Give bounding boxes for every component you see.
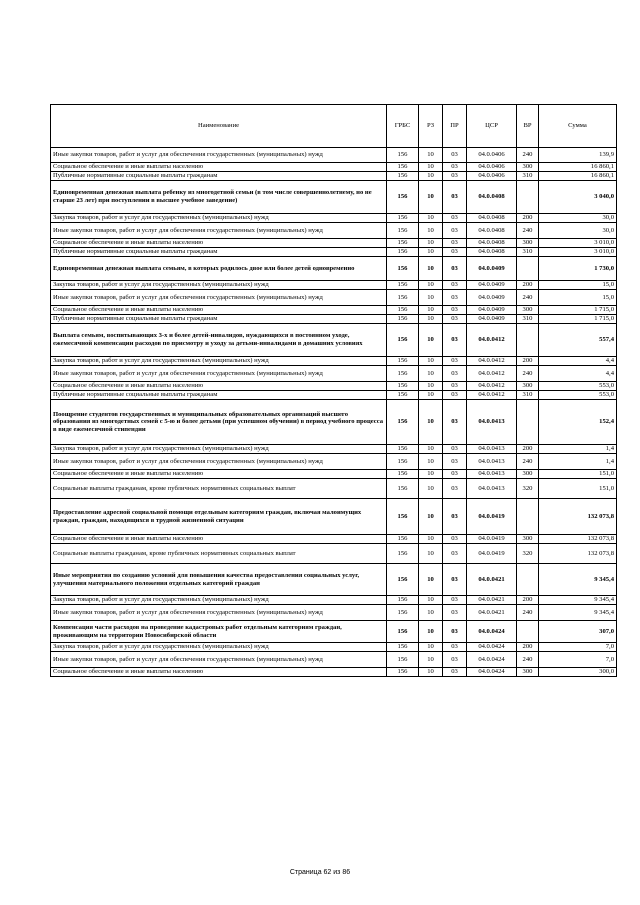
cell-sum: 7,0 (539, 652, 617, 668)
cell-grbs: 156 (387, 315, 419, 324)
cell-pr: 03 (443, 564, 467, 596)
cell-vr: 300 (517, 535, 539, 544)
cell-grbs: 156 (387, 181, 419, 214)
table-row (51, 643, 617, 652)
header-vr: ВР (517, 105, 539, 148)
cell-rz: 10 (419, 445, 443, 454)
table-row (51, 239, 617, 248)
table-row (51, 290, 617, 306)
cell-rz: 10 (419, 382, 443, 391)
cell-vr: 310 (517, 315, 539, 324)
cell-name: Социальное обеспечение и иные выплаты населению (51, 239, 387, 248)
cell-grbs: 156 (387, 445, 419, 454)
cell-vr: 240 (517, 605, 539, 621)
cell-rz: 10 (419, 281, 443, 290)
cell-sum: 1 715,0 (539, 306, 617, 315)
cell-csr: 04.0.0419 (467, 544, 517, 564)
cell-rz: 10 (419, 223, 443, 239)
cell-rz: 10 (419, 324, 443, 357)
table-row (51, 668, 617, 677)
cell-vr: 310 (517, 172, 539, 181)
cell-csr: 04.0.0412 (467, 366, 517, 382)
cell-rz: 10 (419, 148, 443, 163)
cell-sum: 553,0 (539, 391, 617, 400)
budget-table (50, 104, 617, 677)
cell-pr: 03 (443, 357, 467, 366)
cell-vr (517, 181, 539, 214)
cell-sum: 1 715,0 (539, 315, 617, 324)
cell-rz: 10 (419, 643, 443, 652)
cell-sum: 1 730,0 (539, 257, 617, 281)
cell-vr: 300 (517, 306, 539, 315)
table-row (51, 163, 617, 172)
cell-vr: 300 (517, 668, 539, 677)
cell-vr (517, 400, 539, 445)
cell-csr: 04.0.0406 (467, 172, 517, 181)
cell-rz: 10 (419, 400, 443, 445)
cell-name: Социальное обеспечение и иные выплаты населению (51, 382, 387, 391)
cell-grbs: 156 (387, 306, 419, 315)
cell-pr: 03 (443, 499, 467, 535)
table-section-row (51, 181, 617, 214)
cell-csr: 04.0.0412 (467, 324, 517, 357)
cell-pr: 03 (443, 479, 467, 499)
cell-name: Публичные нормативные социальные выплаты гражданам (51, 172, 387, 181)
cell-vr: 320 (517, 479, 539, 499)
cell-vr (517, 499, 539, 535)
table-row (51, 454, 617, 470)
cell-grbs: 156 (387, 148, 419, 163)
cell-name: Иные закупки товаров, работ и услуг для обеспечения государственных (муниципальных) нужд (51, 366, 387, 382)
cell-vr: 300 (517, 382, 539, 391)
cell-pr: 03 (443, 366, 467, 382)
table-row (51, 605, 617, 621)
cell-grbs: 156 (387, 596, 419, 605)
table-row (51, 214, 617, 223)
cell-sum: 151,0 (539, 470, 617, 479)
cell-vr: 320 (517, 544, 539, 564)
cell-grbs: 156 (387, 643, 419, 652)
table-row (51, 445, 617, 454)
cell-name: Социальное обеспечение и иные выплаты населению (51, 535, 387, 544)
cell-csr: 04.0.0409 (467, 315, 517, 324)
cell-sum: 3 010,0 (539, 239, 617, 248)
table-row (51, 306, 617, 315)
cell-grbs: 156 (387, 324, 419, 357)
cell-grbs: 156 (387, 290, 419, 306)
cell-name: Иные закупки товаров, работ и услуг для обеспечения государственных (муниципальных) нужд (51, 652, 387, 668)
cell-rz: 10 (419, 290, 443, 306)
cell-pr: 03 (443, 239, 467, 248)
cell-grbs: 156 (387, 214, 419, 223)
cell-pr: 03 (443, 324, 467, 357)
cell-grbs: 156 (387, 248, 419, 257)
table-row (51, 596, 617, 605)
cell-csr: 04.0.0412 (467, 391, 517, 400)
cell-rz: 10 (419, 357, 443, 366)
cell-sum: 139,9 (539, 148, 617, 163)
cell-grbs: 156 (387, 281, 419, 290)
cell-csr: 04.0.0409 (467, 290, 517, 306)
cell-name: Социальное обеспечение и иные выплаты населению (51, 306, 387, 315)
cell-grbs: 156 (387, 382, 419, 391)
cell-vr: 240 (517, 148, 539, 163)
cell-sum: 553,0 (539, 382, 617, 391)
cell-sum: 1,4 (539, 445, 617, 454)
cell-sum: 4,4 (539, 357, 617, 366)
cell-rz: 10 (419, 214, 443, 223)
table-row (51, 223, 617, 239)
table-row (51, 315, 617, 324)
cell-grbs: 156 (387, 479, 419, 499)
cell-pr: 03 (443, 445, 467, 454)
table-row (51, 470, 617, 479)
cell-grbs: 156 (387, 652, 419, 668)
cell-csr: 04.0.0424 (467, 643, 517, 652)
cell-name: Иные закупки товаров, работ и услуг для обеспечения государственных (муниципальных) нужд (51, 605, 387, 621)
cell-sum: 30,0 (539, 214, 617, 223)
cell-csr: 04.0.0409 (467, 281, 517, 290)
cell-csr: 04.0.0421 (467, 596, 517, 605)
cell-name: Социальное обеспечение и иные выплаты населению (51, 163, 387, 172)
cell-name: Иные закупки товаров, работ и услуг для обеспечения государственных (муниципальных) нужд (51, 148, 387, 163)
cell-name: Иные закупки товаров, работ и услуг для обеспечения государственных (муниципальных) нужд (51, 223, 387, 239)
cell-grbs: 156 (387, 239, 419, 248)
cell-pr: 03 (443, 400, 467, 445)
table-section-row (51, 400, 617, 445)
cell-sum: 9 345,4 (539, 596, 617, 605)
cell-csr: 04.0.0408 (467, 214, 517, 223)
cell-csr: 04.0.0421 (467, 564, 517, 596)
cell-csr: 04.0.0406 (467, 148, 517, 163)
cell-sum: 132 073,8 (539, 535, 617, 544)
table-row (51, 652, 617, 668)
cell-name: Публичные нормативные социальные выплаты гражданам (51, 248, 387, 257)
cell-rz: 10 (419, 621, 443, 643)
cell-rz: 10 (419, 306, 443, 315)
cell-rz: 10 (419, 172, 443, 181)
cell-vr: 300 (517, 239, 539, 248)
cell-sum: 4,4 (539, 366, 617, 382)
cell-name: Закупка товаров, работ и услуг для государственных (муниципальных) нужд (51, 596, 387, 605)
table-header-row (51, 105, 617, 148)
cell-sum: 132 073,8 (539, 499, 617, 535)
table-row (51, 479, 617, 499)
table-section-row (51, 324, 617, 357)
cell-name: Единовременная денежная выплата семьям, в которых родилось двое или более детей одновременно (51, 257, 387, 281)
cell-pr: 03 (443, 172, 467, 181)
header-sum: Сумма (539, 105, 617, 148)
cell-vr: 200 (517, 357, 539, 366)
cell-pr: 03 (443, 535, 467, 544)
cell-csr: 04.0.0409 (467, 306, 517, 315)
cell-name: Публичные нормативные социальные выплаты гражданам (51, 315, 387, 324)
table-row (51, 172, 617, 181)
table-row (51, 391, 617, 400)
cell-grbs: 156 (387, 366, 419, 382)
cell-vr: 200 (517, 281, 539, 290)
cell-rz: 10 (419, 454, 443, 470)
cell-sum: 3 010,0 (539, 248, 617, 257)
table-section-row (51, 257, 617, 281)
cell-csr: 04.0.0413 (467, 454, 517, 470)
cell-sum: 16 860,1 (539, 163, 617, 172)
cell-name: Социальные выплаты гражданам, кроме публичных нормативных социальных выплат (51, 479, 387, 499)
cell-rz: 10 (419, 596, 443, 605)
cell-grbs: 156 (387, 564, 419, 596)
cell-vr: 240 (517, 652, 539, 668)
cell-vr: 240 (517, 223, 539, 239)
cell-csr: 04.0.0413 (467, 470, 517, 479)
table-row (51, 544, 617, 564)
cell-pr: 03 (443, 248, 467, 257)
cell-name: Закупка товаров, работ и услуг для государственных (муниципальных) нужд (51, 445, 387, 454)
cell-sum: 307,0 (539, 621, 617, 643)
table-row (51, 366, 617, 382)
cell-sum: 16 860,1 (539, 172, 617, 181)
cell-sum: 557,4 (539, 324, 617, 357)
cell-pr: 03 (443, 454, 467, 470)
cell-pr: 03 (443, 281, 467, 290)
cell-pr: 03 (443, 290, 467, 306)
cell-rz: 10 (419, 544, 443, 564)
cell-grbs: 156 (387, 172, 419, 181)
cell-sum: 9 345,4 (539, 605, 617, 621)
cell-grbs: 156 (387, 621, 419, 643)
cell-name: Предоставление адресной социальной помощи отдельным категориям граждан, включая малоимущих граждан, граждан, находящихся в трудной жизненной ситуации (51, 499, 387, 535)
cell-pr: 03 (443, 643, 467, 652)
cell-pr: 03 (443, 148, 467, 163)
cell-name: Иные закупки товаров, работ и услуг для обеспечения государственных (муниципальных) нужд (51, 454, 387, 470)
cell-name: Закупка товаров, работ и услуг для государственных (муниципальных) нужд (51, 357, 387, 366)
cell-vr: 200 (517, 643, 539, 652)
cell-csr: 04.0.0409 (467, 257, 517, 281)
table-row (51, 535, 617, 544)
cell-vr (517, 257, 539, 281)
cell-rz: 10 (419, 181, 443, 214)
cell-rz: 10 (419, 239, 443, 248)
cell-pr: 03 (443, 315, 467, 324)
cell-name: Выплата семьям, воспитывающих 3-х и более детей-инвалидов, нуждающихся в постоянном уходе, ежемесячной компенсации расходов по присмотру и уходу за детьми-инвалидами в домашних условиях (51, 324, 387, 357)
cell-csr: 04.0.0408 (467, 181, 517, 214)
cell-csr: 04.0.0419 (467, 535, 517, 544)
cell-name: Социальное обеспечение и иные выплаты населению (51, 668, 387, 677)
cell-sum: 1,4 (539, 454, 617, 470)
cell-rz: 10 (419, 535, 443, 544)
cell-rz: 10 (419, 499, 443, 535)
cell-pr: 03 (443, 257, 467, 281)
cell-csr: 04.0.0424 (467, 621, 517, 643)
cell-name: Закупка товаров, работ и услуг для государственных (муниципальных) нужд (51, 643, 387, 652)
table-row (51, 148, 617, 163)
header-csr: ЦСР (467, 105, 517, 148)
cell-csr: 04.0.0419 (467, 499, 517, 535)
cell-grbs: 156 (387, 454, 419, 470)
cell-sum: 15,0 (539, 281, 617, 290)
cell-rz: 10 (419, 605, 443, 621)
cell-pr: 03 (443, 652, 467, 668)
cell-vr: 200 (517, 214, 539, 223)
header-rz: РЗ (419, 105, 443, 148)
cell-pr: 03 (443, 223, 467, 239)
cell-name: Публичные нормативные социальные выплаты гражданам (51, 391, 387, 400)
cell-name: Иные мероприятия по созданию условий для повышения качества предоставления социальных услуг, улучшения материального положения отдельных категорий граждан (51, 564, 387, 596)
cell-pr: 03 (443, 382, 467, 391)
cell-vr: 240 (517, 454, 539, 470)
cell-csr: 04.0.0408 (467, 239, 517, 248)
page-number: Страница 62 из 86 (289, 869, 351, 876)
table-row (51, 248, 617, 257)
cell-sum: 9 345,4 (539, 564, 617, 596)
cell-csr: 04.0.0408 (467, 223, 517, 239)
cell-pr: 03 (443, 306, 467, 315)
cell-vr: 300 (517, 163, 539, 172)
cell-rz: 10 (419, 564, 443, 596)
cell-name: Иные закупки товаров, работ и услуг для обеспечения государственных (муниципальных) нужд (51, 290, 387, 306)
cell-pr: 03 (443, 181, 467, 214)
cell-csr: 04.0.0408 (467, 248, 517, 257)
cell-csr: 04.0.0413 (467, 445, 517, 454)
cell-csr: 04.0.0413 (467, 479, 517, 499)
cell-vr: 310 (517, 248, 539, 257)
cell-name: Поощрение студентов государственных и муниципальных образовательных организаций высшего образования из многодетных семей с 5-ю и более детьми (при успешном обучении) в период учебного процесса в виде ежемесячной стипендии (51, 400, 387, 445)
table-row (51, 382, 617, 391)
cell-pr: 03 (443, 544, 467, 564)
cell-name: Социальные выплаты гражданам, кроме публичных нормативных социальных выплат (51, 544, 387, 564)
cell-name: Закупка товаров, работ и услуг для государственных (муниципальных) нужд (51, 214, 387, 223)
cell-grbs: 156 (387, 163, 419, 172)
cell-grbs: 156 (387, 257, 419, 281)
cell-pr: 03 (443, 470, 467, 479)
cell-csr: 04.0.0421 (467, 605, 517, 621)
cell-rz: 10 (419, 315, 443, 324)
cell-csr: 04.0.0406 (467, 163, 517, 172)
cell-pr: 03 (443, 391, 467, 400)
cell-rz: 10 (419, 668, 443, 677)
cell-rz: 10 (419, 163, 443, 172)
cell-rz: 10 (419, 479, 443, 499)
cell-name: Социальное обеспечение и иные выплаты населению (51, 470, 387, 479)
table-row (51, 281, 617, 290)
cell-sum: 152,4 (539, 400, 617, 445)
cell-vr: 240 (517, 366, 539, 382)
cell-grbs: 156 (387, 400, 419, 445)
cell-grbs: 156 (387, 391, 419, 400)
header-grbs: ГРБС (387, 105, 419, 148)
cell-vr: 240 (517, 290, 539, 306)
header-pr: ПР (443, 105, 467, 148)
cell-sum: 132 073,8 (539, 544, 617, 564)
cell-grbs: 156 (387, 357, 419, 366)
cell-sum: 30,0 (539, 223, 617, 239)
cell-sum: 7,0 (539, 643, 617, 652)
cell-rz: 10 (419, 391, 443, 400)
cell-name: Закупка товаров, работ и услуг для государственных (муниципальных) нужд (51, 281, 387, 290)
cell-name: Компенсация части расходов на проведение кадастровых работ отдельным категориям граждан, проживающим на территории Новосибирской области (51, 621, 387, 643)
table-section-row (51, 499, 617, 535)
cell-sum: 15,0 (539, 290, 617, 306)
cell-sum: 3 040,0 (539, 181, 617, 214)
cell-pr: 03 (443, 668, 467, 677)
cell-pr: 03 (443, 596, 467, 605)
cell-csr: 04.0.0412 (467, 382, 517, 391)
cell-vr: 200 (517, 445, 539, 454)
cell-csr: 04.0.0413 (467, 400, 517, 445)
cell-rz: 10 (419, 366, 443, 382)
cell-vr: 310 (517, 391, 539, 400)
cell-vr (517, 564, 539, 596)
cell-pr: 03 (443, 163, 467, 172)
cell-sum: 300,0 (539, 668, 617, 677)
cell-grbs: 156 (387, 668, 419, 677)
cell-vr: 300 (517, 470, 539, 479)
table-section-row (51, 564, 617, 596)
table-section-row (51, 621, 617, 643)
cell-rz: 10 (419, 652, 443, 668)
cell-pr: 03 (443, 621, 467, 643)
cell-pr: 03 (443, 605, 467, 621)
cell-grbs: 156 (387, 223, 419, 239)
cell-vr: 200 (517, 596, 539, 605)
cell-sum: 151,0 (539, 479, 617, 499)
cell-vr (517, 324, 539, 357)
cell-csr: 04.0.0424 (467, 652, 517, 668)
cell-grbs: 156 (387, 499, 419, 535)
header-name: Наименование (51, 105, 387, 148)
cell-grbs: 156 (387, 605, 419, 621)
cell-pr: 03 (443, 214, 467, 223)
cell-vr (517, 621, 539, 643)
table-row (51, 357, 617, 366)
cell-grbs: 156 (387, 470, 419, 479)
cell-grbs: 156 (387, 535, 419, 544)
cell-rz: 10 (419, 470, 443, 479)
cell-csr: 04.0.0424 (467, 668, 517, 677)
cell-grbs: 156 (387, 544, 419, 564)
cell-name: Единовременная денежная выплата ребенку из многодетной семьи (в том числе совершеннолетнему, но не старше 23 лет) при поступлении в высшее учебное заведение) (51, 181, 387, 214)
cell-rz: 10 (419, 248, 443, 257)
cell-csr: 04.0.0412 (467, 357, 517, 366)
cell-rz: 10 (419, 257, 443, 281)
